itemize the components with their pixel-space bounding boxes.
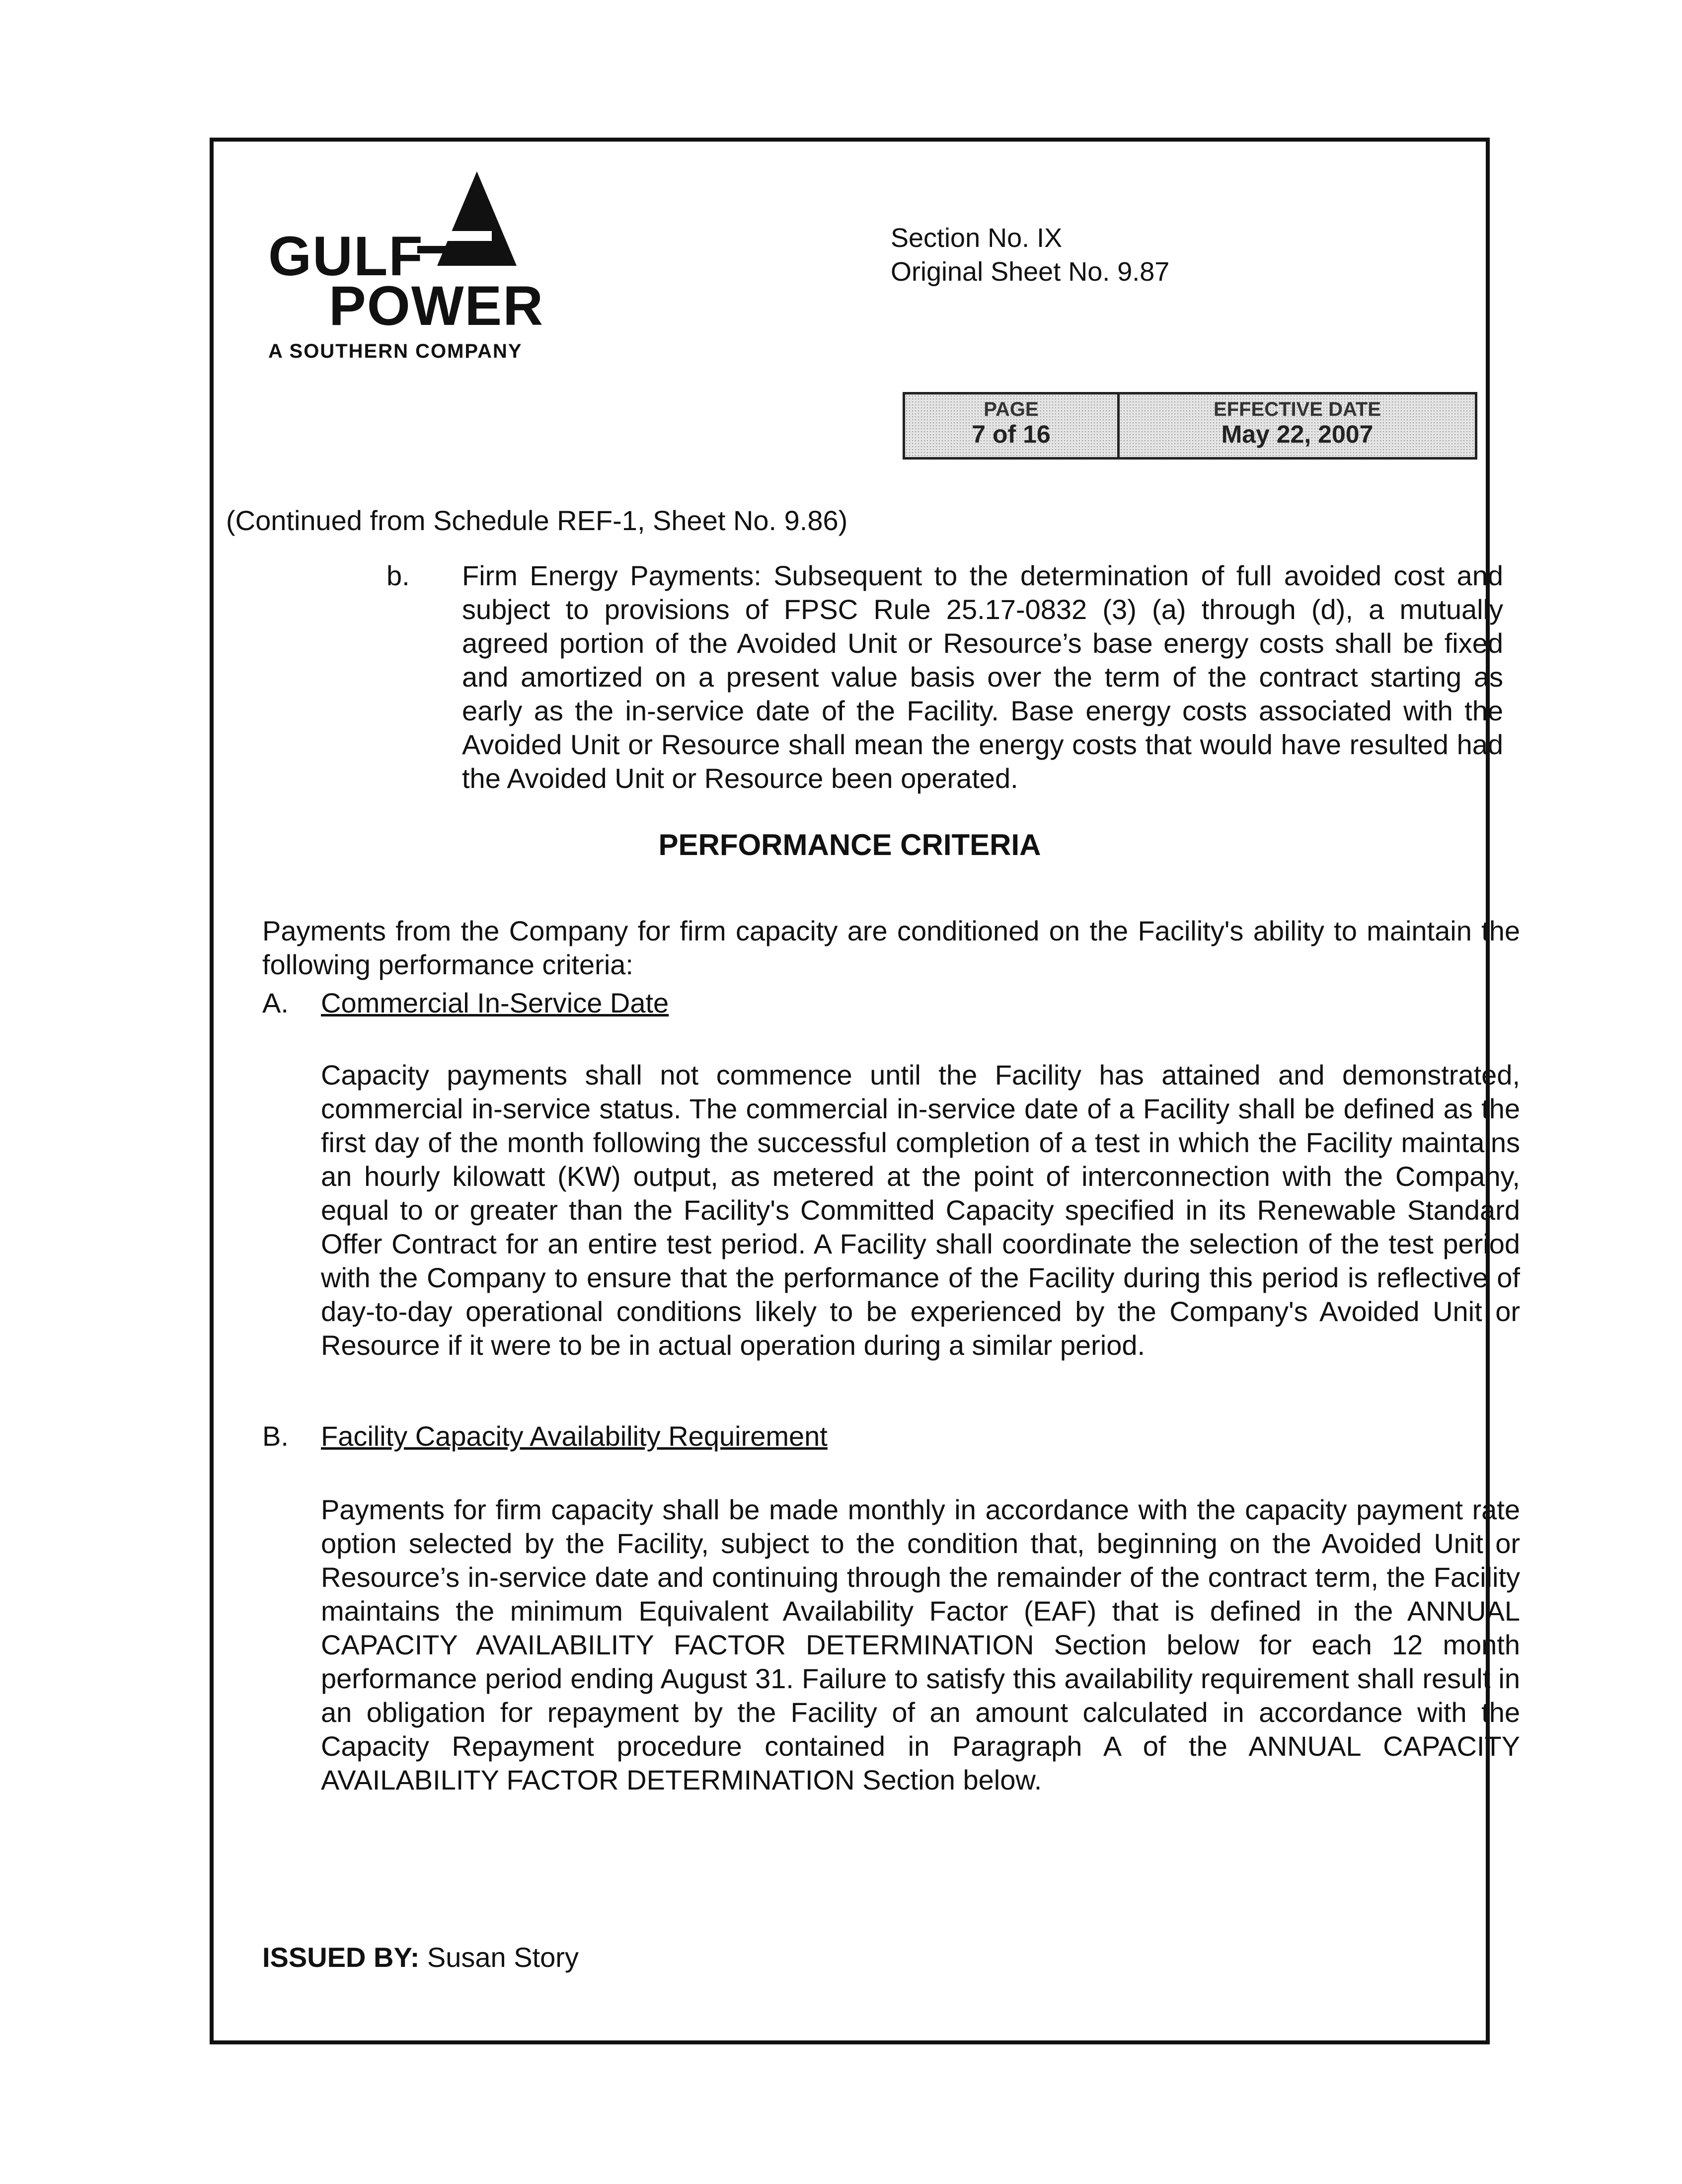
intro-paragraph: Payments from the Company for firm capacity are conditioned on the Facility's ability to maintain the following performance criteria: [262, 915, 1520, 980]
item-b-text: Firm Energy Payments: Subsequent to the determination of full avoided cost and subject to provisions of FPSC Rule 25.17-0832 (3) (a) through (d), a mutually agreed portion of the Avoided Unit or Resource’s base energy costs shall be fixed and amortized on a present value basis over the term of the contract starting as early as the in-service date of the Facility. Base energy costs associated with the Avoided Unit or Resource shall mean the energy costs that would have resulted had the Avoided Unit or Resource been operated. [462, 560, 1503, 794]
page-cell [905, 394, 1120, 457]
section-number: Section No. IX [891, 223, 1063, 253]
effective-date-cell [1120, 394, 1475, 457]
logo-power-text: POWER [329, 275, 544, 337]
continued-note: (Continued from Schedule REF-1, Sheet No. 9.86) [226, 505, 848, 536]
section-a-marker: A. [262, 987, 289, 1018]
issued-by-name: Susan Story [427, 1942, 579, 1973]
gulf-power-logo [268, 171, 586, 360]
page-frame [210, 138, 1520, 2044]
issued-by [262, 1940, 579, 1975]
section-a-title: Commercial In-Service Date [321, 987, 669, 1018]
page-value: 7 of 16 [972, 420, 1051, 448]
section-info [891, 221, 1169, 289]
sheet-number: Original Sheet No. 9.87 [891, 257, 1170, 287]
performance-criteria-heading: PERFORMANCE CRITERIA [658, 828, 1041, 861]
effective-date-label: EFFECTIVE DATE [1213, 398, 1381, 420]
logo-tagline: A SOUTHERN COMPANY [268, 340, 523, 362]
section-b-text: Payments for firm capacity shall be made monthly in accordance with the capacity payment rate option selected by the Facility, subject to the condition that, beginning on the Avoided Unit or Resource’s in-service date and continuing through the remainder of the contract term, the Facility maintains the minimum Equivalent Availability Factor (EAF) that is defined in the ANNUAL CAPACITY AVAILABILITY FACTOR DETERMINATION Section below for each 12 month performance period ending August 31. Failure to satisfy this availability requirement shall result in an obligation for repayment by the Facility of an amount calculated in accordance with the Capacity Repayment procedure contained in Paragraph A of the ANNUAL CAPACITY AVAILABILITY FACTOR DETERMINATION Section below. [321, 1494, 1520, 1795]
issued-by-label: ISSUED BY: [262, 1942, 420, 1973]
logo-gulf-text: GULF [268, 225, 424, 287]
section-b-marker: B. [262, 1420, 289, 1452]
page-label: PAGE [984, 398, 1039, 420]
gulf-power-triangle-icon [417, 171, 517, 271]
section-a-text: Capacity payments shall not commence until the Facility has attained and demonstrated, commercial in-service status. The commercial in-service date of a Facility shall be defined as the first day of the month following the successful completion of a test in which the Facility maintains an hourly kilowatt (KW) output, as metered at the point of interconnection with the Company, equal to or greater than the Facility's Committed Capacity specified in its Renewable Standard Offer Contract for an entire test period. A Facility shall coordinate the selection of the test period with the Company to ensure that the performance of the Facility during this period is reflective of day-to-day operational conditions likely to be experienced by the Company's Avoided Unit or Resource if it were to be in actual operation during a similar period. [321, 1059, 1520, 1361]
section-b-title: Facility Capacity Availability Requirement [321, 1420, 828, 1452]
item-b-marker: b. [386, 560, 410, 591]
page-stamp [903, 392, 1477, 460]
effective-date-value: May 22, 2007 [1221, 420, 1374, 448]
